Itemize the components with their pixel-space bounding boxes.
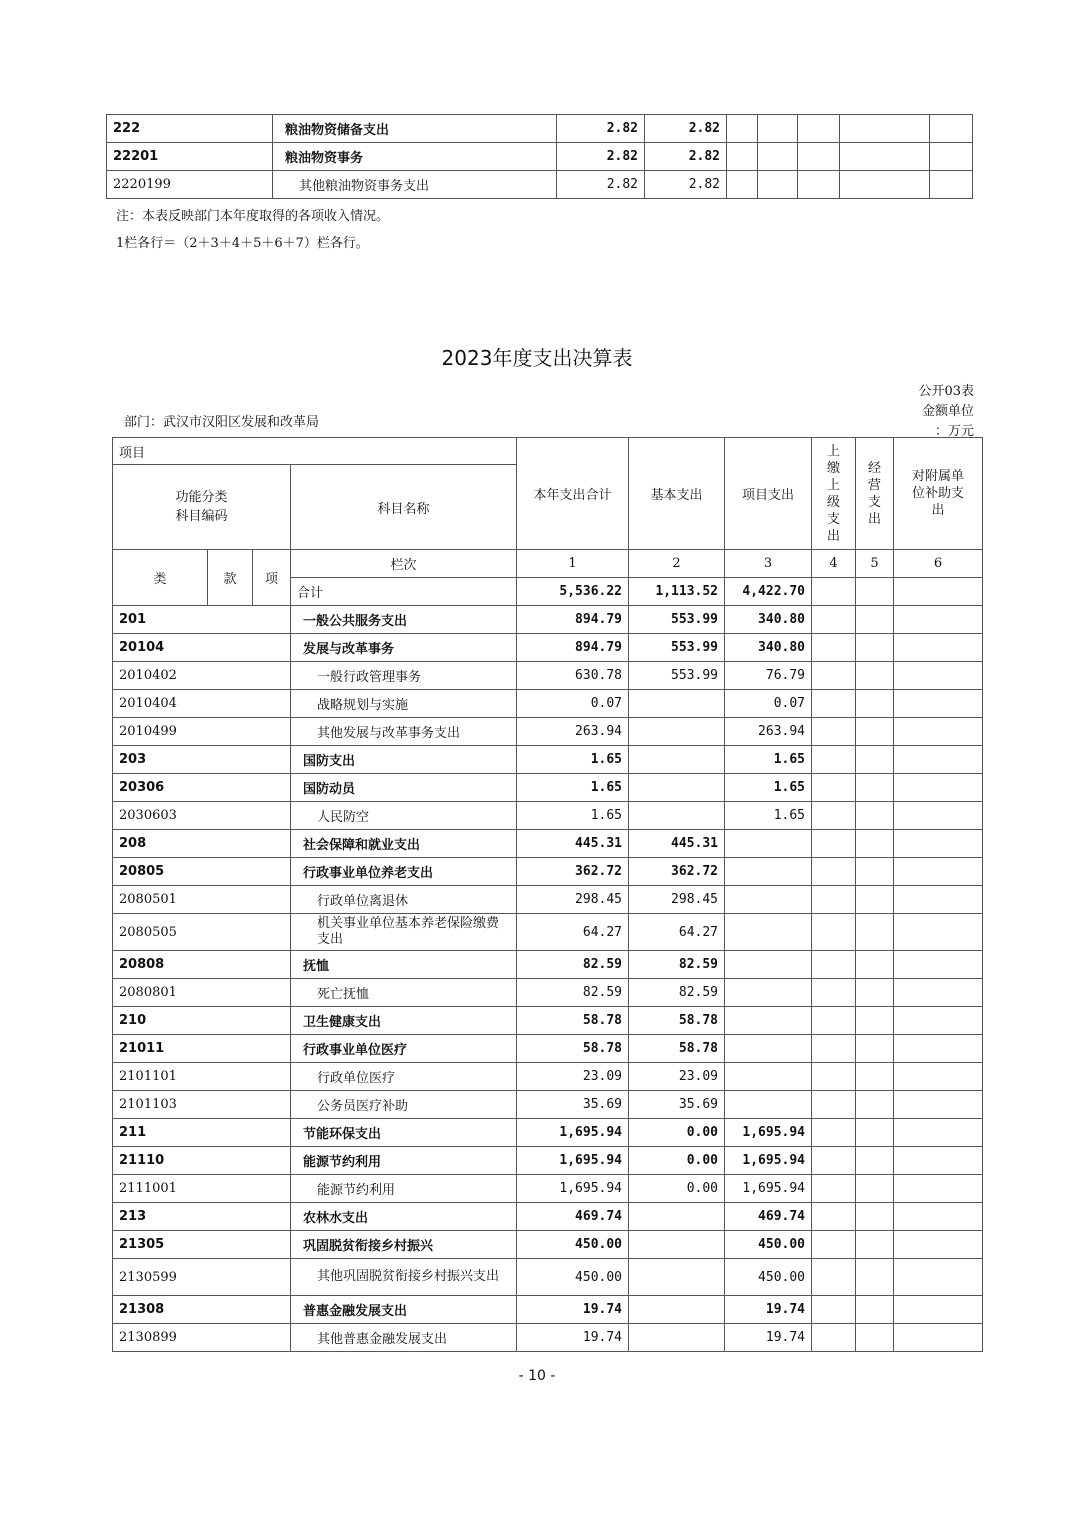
table-row [113, 746, 983, 774]
row-code: 20808 [113, 951, 291, 979]
sum-basic: 1,113.52 [629, 578, 725, 606]
row-code: 21011 [113, 1035, 291, 1063]
header-lei: 类 [113, 550, 208, 606]
row-total: 450.00 [517, 1231, 629, 1259]
row-basic: 58.78 [629, 1007, 725, 1035]
header-subsidy: 对附属单位补助支出 [894, 438, 983, 550]
row-code: 211 [113, 1119, 291, 1147]
row-code: 2010402 [113, 662, 291, 690]
row-name: 其他粮油物资事务支出 [273, 171, 557, 199]
row-name: 卫生健康支出 [291, 1007, 517, 1035]
row-code: 2130899 [113, 1324, 291, 1352]
row-total: 450.00 [517, 1259, 629, 1296]
row-total: 82.59 [517, 951, 629, 979]
header-basic: 基本支出 [629, 438, 725, 550]
row-code: 222 [107, 115, 273, 143]
table-row [113, 1175, 983, 1203]
row-basic: 553.99 [629, 606, 725, 634]
row-name: 农林水支出 [291, 1203, 517, 1231]
header-func-class: 功能分类 [175, 490, 228, 505]
row-basic [629, 1296, 725, 1324]
row-basic [629, 718, 725, 746]
row-code: 203 [113, 746, 291, 774]
row-project: 1.65 [725, 746, 812, 774]
row-project: 469.74 [725, 1203, 812, 1231]
row-basic [629, 802, 725, 830]
row-name: 其他发展与改革事务支出 [291, 718, 517, 746]
row-total: 263.94 [517, 718, 629, 746]
row-code: 210 [113, 1007, 291, 1035]
row-total: 2.82 [557, 171, 645, 199]
table-row [107, 143, 973, 171]
header-kuan: 款 [208, 550, 253, 606]
row-code: 2080505 [113, 914, 291, 951]
row-basic [629, 690, 725, 718]
header-xiang: 项 [253, 550, 291, 606]
row-code: 2010499 [113, 718, 291, 746]
table-row [113, 979, 983, 1007]
row-name: 行政单位离退休 [291, 886, 517, 914]
unit-value: ：万元 [934, 424, 974, 439]
row-total: 298.45 [517, 886, 629, 914]
row-code: 20104 [113, 634, 291, 662]
col-num-6: 6 [894, 550, 983, 578]
table-row [113, 1119, 983, 1147]
row-basic [629, 1203, 725, 1231]
row-total: 19.74 [517, 1296, 629, 1324]
header-func [113, 465, 291, 550]
row-project: 340.80 [725, 634, 812, 662]
row-name: 死亡抚恤 [291, 979, 517, 1007]
row-total: 445.31 [517, 830, 629, 858]
row-name: 能源节约利用 [291, 1147, 517, 1175]
row-total: 2.82 [557, 143, 645, 171]
row-project [725, 1007, 812, 1035]
row-total: 1,695.94 [517, 1147, 629, 1175]
row-project: 1.65 [725, 774, 812, 802]
header-row-1 [113, 438, 983, 465]
table-row [113, 914, 983, 951]
row-code: 2101101 [113, 1063, 291, 1091]
row-name: 粮油物资储备支出 [273, 115, 557, 143]
row-project [725, 830, 812, 858]
row-basic: 2.82 [645, 143, 727, 171]
expenditure-table [112, 437, 983, 1352]
unit-label: 金额单位 [921, 404, 974, 419]
row-total: 362.72 [517, 858, 629, 886]
row-project: 263.94 [725, 718, 812, 746]
row-name: 发展与改革事务 [291, 634, 517, 662]
row-project: 1,695.94 [725, 1147, 812, 1175]
row-project: 450.00 [725, 1231, 812, 1259]
row-basic: 0.00 [629, 1175, 725, 1203]
row-code: 201 [113, 606, 291, 634]
row-code: 2130599 [113, 1259, 291, 1296]
row-project: 19.74 [725, 1324, 812, 1352]
row-name: 其他普惠金融发展支出 [291, 1324, 517, 1352]
row-basic [629, 774, 725, 802]
sum-project: 4,422.70 [725, 578, 812, 606]
table-row [113, 802, 983, 830]
col-num-5: 5 [856, 550, 894, 578]
row-project [725, 886, 812, 914]
row-total: 630.78 [517, 662, 629, 690]
table-row [113, 1259, 983, 1296]
row-name: 一般行政管理事务 [291, 662, 517, 690]
row-name: 能源节约利用 [291, 1175, 517, 1203]
row-name: 国防动员 [291, 774, 517, 802]
row-name: 人民防空 [291, 802, 517, 830]
header-project-exp: 项目支出 [725, 438, 812, 550]
table-row [113, 606, 983, 634]
table-row [113, 662, 983, 690]
row-code: 2030603 [113, 802, 291, 830]
col-num-1: 1 [517, 550, 629, 578]
row-total: 469.74 [517, 1203, 629, 1231]
row-code: 20805 [113, 858, 291, 886]
table-row [107, 115, 973, 143]
sum-total: 5,536.22 [517, 578, 629, 606]
page-number: - 10 - [518, 1368, 556, 1384]
row-basic: 58.78 [629, 1035, 725, 1063]
table-row [113, 1063, 983, 1091]
row-total: 1.65 [517, 802, 629, 830]
table-row [113, 634, 983, 662]
row-code: 2080801 [113, 979, 291, 1007]
row-name: 行政事业单位医疗 [291, 1035, 517, 1063]
row-name: 其他巩固脱贫衔接乡村振兴支出 [291, 1259, 517, 1296]
table-row [113, 951, 983, 979]
row-basic: 2.82 [645, 115, 727, 143]
row-name: 战略规划与实施 [291, 690, 517, 718]
department-label: 部门：武汉市汉阳区发展和改革局 [124, 415, 320, 430]
table-row [113, 1296, 983, 1324]
note-2: 1栏各行＝（2＋3＋4＋5＋6＋7）栏各行。 [116, 236, 369, 251]
row-name: 节能环保支出 [291, 1119, 517, 1147]
table-row [113, 1231, 983, 1259]
row-name: 普惠金融发展支出 [291, 1296, 517, 1324]
table-number: 公开03表 [918, 384, 974, 399]
row-basic [629, 1259, 725, 1296]
row-total: 58.78 [517, 1007, 629, 1035]
row-name: 行政事业单位养老支出 [291, 858, 517, 886]
row-code: 2111001 [113, 1175, 291, 1203]
row-name: 公务员医疗补助 [291, 1091, 517, 1119]
sum-label: 合计 [291, 578, 517, 606]
table-row [107, 171, 973, 199]
row-project [725, 914, 812, 951]
table-row [113, 858, 983, 886]
row-project: 450.00 [725, 1259, 812, 1296]
row-basic: 35.69 [629, 1091, 725, 1119]
row-name: 抚恤 [291, 951, 517, 979]
row-total: 19.74 [517, 1324, 629, 1352]
row-total: 1,695.94 [517, 1175, 629, 1203]
table-row [113, 718, 983, 746]
row-total: 1.65 [517, 746, 629, 774]
row-total: 0.07 [517, 690, 629, 718]
table-row [113, 830, 983, 858]
row-basic: 553.99 [629, 662, 725, 690]
col-num-3: 3 [725, 550, 812, 578]
row-code: 21308 [113, 1296, 291, 1324]
header-subject-code: 科目编码 [175, 509, 228, 524]
col-num-2: 2 [629, 550, 725, 578]
row-total: 894.79 [517, 634, 629, 662]
row-basic: 553.99 [629, 634, 725, 662]
row-code: 213 [113, 1203, 291, 1231]
row-code: 208 [113, 830, 291, 858]
row-name: 一般公共服务支出 [291, 606, 517, 634]
row-basic: 0.00 [629, 1119, 725, 1147]
prev-table [106, 114, 973, 199]
table-row [113, 1324, 983, 1352]
row-total: 23.09 [517, 1063, 629, 1091]
row-basic: 23.09 [629, 1063, 725, 1091]
row-total: 82.59 [517, 979, 629, 1007]
row-basic: 362.72 [629, 858, 725, 886]
row-total: 894.79 [517, 606, 629, 634]
row-basic: 0.00 [629, 1147, 725, 1175]
row-name: 巩固脱贫衔接乡村振兴 [291, 1231, 517, 1259]
header-project: 项目 [113, 438, 517, 465]
table-row [113, 1091, 983, 1119]
header-subject-name: 科目名称 [291, 465, 517, 550]
header-business: 经营支出 [856, 438, 894, 550]
header-total: 本年支出合计 [517, 438, 629, 550]
row-total: 2.82 [557, 115, 645, 143]
row-project: 76.79 [725, 662, 812, 690]
table-row [113, 886, 983, 914]
row-basic [629, 1231, 725, 1259]
row-basic: 445.31 [629, 830, 725, 858]
row-project: 19.74 [725, 1296, 812, 1324]
row-project [725, 1063, 812, 1091]
row-total: 1.65 [517, 774, 629, 802]
row-basic: 64.27 [629, 914, 725, 951]
header-upper: 上缴上级支出 [812, 438, 856, 550]
table-row [113, 1007, 983, 1035]
note-1: 注：本表反映部门本年度取得的各项收入情况。 [116, 209, 390, 224]
header-row-3 [113, 550, 983, 578]
page-title: 2023年度支出决算表 [441, 346, 633, 370]
row-total: 64.27 [517, 914, 629, 951]
row-code: 21110 [113, 1147, 291, 1175]
row-project [725, 858, 812, 886]
row-basic [629, 1324, 725, 1352]
row-code: 2101103 [113, 1091, 291, 1119]
header-lanci: 栏次 [291, 550, 517, 578]
table-row [113, 1035, 983, 1063]
row-project: 1,695.94 [725, 1119, 812, 1147]
row-name: 社会保障和就业支出 [291, 830, 517, 858]
row-basic: 82.59 [629, 979, 725, 1007]
row-code: 21305 [113, 1231, 291, 1259]
row-project: 1,695.94 [725, 1175, 812, 1203]
table-row [113, 1147, 983, 1175]
row-code: 2220199 [107, 171, 273, 199]
table-row [113, 690, 983, 718]
row-code: 2080501 [113, 886, 291, 914]
row-project [725, 1091, 812, 1119]
row-project: 1.65 [725, 802, 812, 830]
row-project [725, 951, 812, 979]
row-project [725, 979, 812, 1007]
row-basic: 2.82 [645, 171, 727, 199]
row-project [725, 1035, 812, 1063]
row-basic: 82.59 [629, 951, 725, 979]
table-row [113, 774, 983, 802]
row-basic: 298.45 [629, 886, 725, 914]
row-code: 20306 [113, 774, 291, 802]
row-total: 35.69 [517, 1091, 629, 1119]
row-name: 机关事业单位基本养老保险缴费支出 [291, 914, 517, 951]
row-name: 行政单位医疗 [291, 1063, 517, 1091]
row-name: 粮油物资事务 [273, 143, 557, 171]
table-row [113, 1203, 983, 1231]
row-basic [629, 746, 725, 774]
row-project: 0.07 [725, 690, 812, 718]
row-code: 2010404 [113, 690, 291, 718]
col-num-4: 4 [812, 550, 856, 578]
row-total: 58.78 [517, 1035, 629, 1063]
row-code: 22201 [107, 143, 273, 171]
row-project: 340.80 [725, 606, 812, 634]
row-total: 1,695.94 [517, 1119, 629, 1147]
row-name: 国防支出 [291, 746, 517, 774]
